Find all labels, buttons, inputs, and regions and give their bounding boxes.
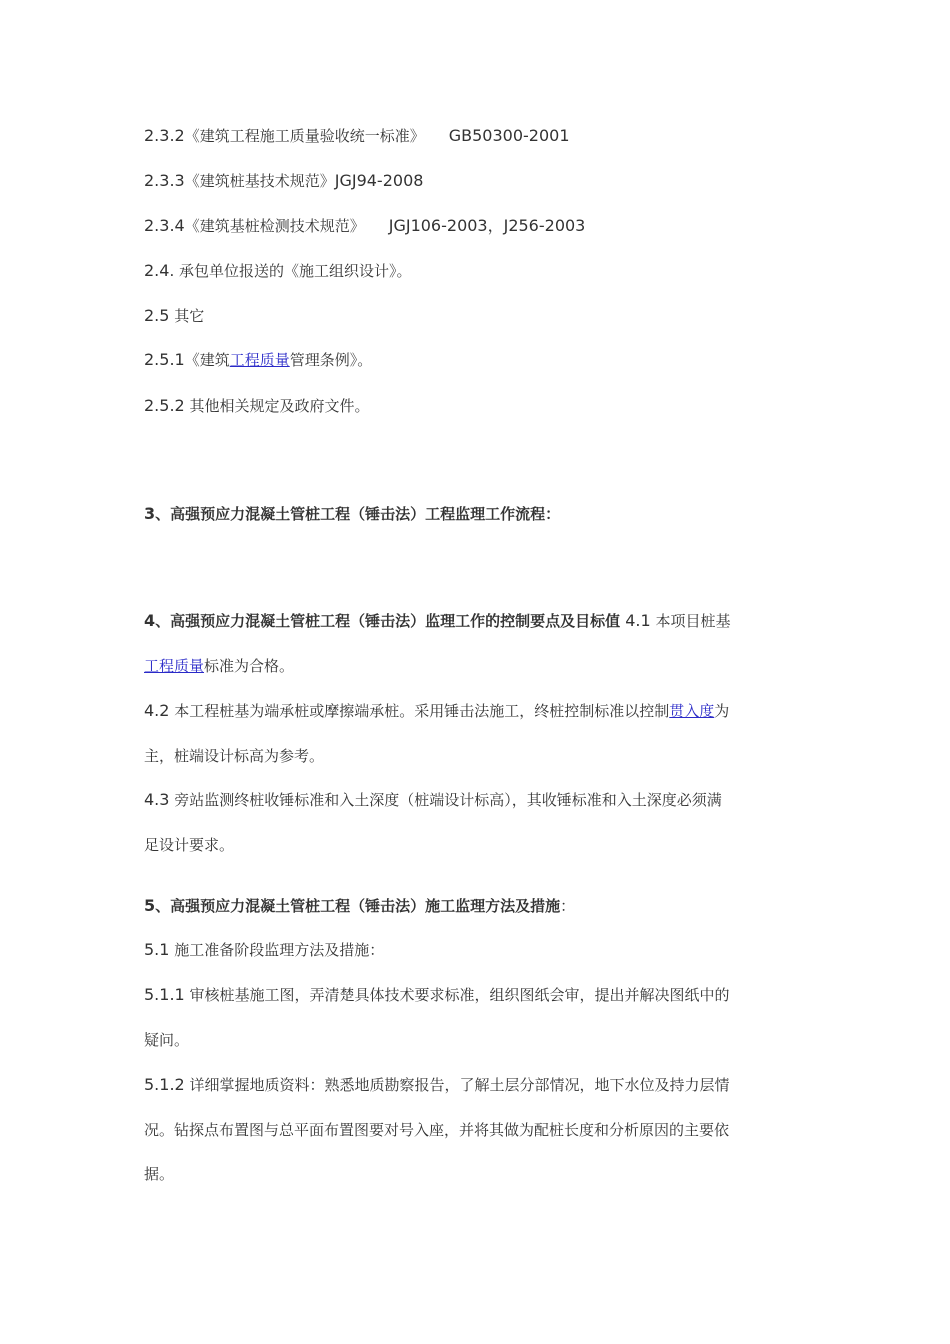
clause-text: 据。 [144, 1165, 175, 1183]
clause-5-1-1 [144, 985, 804, 1005]
clause-text: 况。钻探点布置图与总平面布置图要对号入座，并将其做为配桩长度和分析原因的主要依 [144, 1121, 730, 1139]
clause-number: 4.3 [144, 790, 170, 809]
clause-5-1-2-continued [144, 1120, 804, 1140]
clause-5-1-1-continued [144, 1030, 804, 1050]
clause-5-1 [144, 940, 804, 960]
clause-5-1-2-end [144, 1164, 804, 1184]
penetration-link[interactable]: 贯入度 [669, 702, 715, 720]
section-title: 、高强预应力混凝土管桩工程（锤击法）监理工作的控制要点及目标值 [155, 612, 621, 630]
clause-text: 足设计要求。 [144, 836, 235, 854]
clause-text: 详细掌握地质资料：熟悉地质勘察报告，了解土层分部情况，地下水位及持力层情 [184, 1076, 730, 1094]
section-number: 5 [144, 896, 156, 915]
section-title-tail: ： [560, 897, 576, 915]
clause-2-5-2 [144, 396, 804, 416]
standard-code: JGJ106-2003，J256-2003 [388, 216, 586, 235]
clause-2-3-3 [144, 171, 804, 191]
standard-code: JGJ94-2008 [334, 171, 424, 190]
clause-text: 主，桩端设计标高为参考。 [144, 747, 325, 765]
clause-number: 2.3.3 [144, 171, 185, 190]
section-title: 、高强预应力混凝土管桩工程（锤击法）施工监理方法及措施 [155, 897, 561, 915]
clause-number: 4.1 [620, 611, 651, 630]
clause-2-5-1 [144, 350, 804, 370]
clause-number: 2.5.1 [144, 350, 185, 369]
clause-text: 其他相关规定及政府文件。 [184, 397, 370, 415]
clause-number: 4.2 [144, 701, 170, 720]
clause-text: 其它 [169, 307, 205, 325]
section-title: 、高强预应力混凝土管桩工程（锤击法）工程监理工作流程： [155, 505, 561, 523]
clause-text-tail: 管理条例》。 [289, 351, 373, 369]
section-number: 3 [144, 504, 156, 523]
clause-2-4 [144, 261, 804, 281]
clause-4-3-continued [144, 835, 804, 855]
clause-number: 5.1.2 [144, 1075, 185, 1094]
clause-text: 审核桩基施工图，弄清楚具体技术要求标准，组织图纸会审，提出并解决图纸中的 [184, 986, 730, 1004]
standard-code: GB50300-2001 [448, 126, 570, 145]
clause-number: 2.5.2 [144, 396, 185, 415]
clause-2-5 [144, 306, 804, 326]
clause-text: 《建筑 [184, 351, 230, 369]
clause-4-1-continued [144, 656, 804, 676]
clause-number: 5.1.1 [144, 985, 185, 1004]
clause-4-2-continued [144, 746, 804, 766]
clause-text: 本项目桩基 [650, 612, 731, 630]
clause-text: 《建筑工程施工质量验收统一标准》 [184, 127, 425, 145]
clause-2-3-4 [144, 216, 804, 236]
clause-number: 2.4 [144, 261, 170, 280]
clause-number: 2.3.4 [144, 216, 185, 235]
clause-4-3 [144, 790, 804, 810]
clause-number: 2.3.2 [144, 126, 185, 145]
clause-number: 2.5 [144, 306, 170, 325]
clause-text: 疑问。 [144, 1031, 190, 1049]
engineering-quality-link[interactable]: 工程质量 [144, 657, 205, 675]
clause-text: 《建筑桩基技术规范》 [184, 172, 335, 190]
clause-text: . 承包单位报送的《施工组织设计》。 [169, 262, 412, 280]
clause-text: 旁站监测终桩收锤标准和入土深度（桩端设计标高），其收锤标准和入土深度必须满 [169, 791, 722, 809]
clause-5-1-2 [144, 1075, 804, 1095]
clause-text: 《建筑基桩检测技术规范》 [184, 217, 365, 235]
clause-4-2 [144, 701, 804, 721]
engineering-quality-link[interactable]: 工程质量 [229, 351, 290, 369]
section-5-heading [144, 896, 804, 916]
section-3-heading [144, 504, 804, 524]
clause-text: 本工程桩基为端承桩或摩擦端承桩。采用锤击法施工，终桩控制标准以控制 [169, 702, 670, 720]
clause-text-tail: 为 [714, 702, 730, 720]
clause-2-3-2 [144, 126, 804, 146]
clause-number: 5.1 [144, 940, 170, 959]
clause-text: 施工准备阶段监理方法及措施： [169, 941, 385, 959]
clause-text-tail: 标准为合格。 [204, 657, 295, 675]
section-4-heading [144, 611, 804, 631]
section-number: 4 [144, 611, 156, 630]
